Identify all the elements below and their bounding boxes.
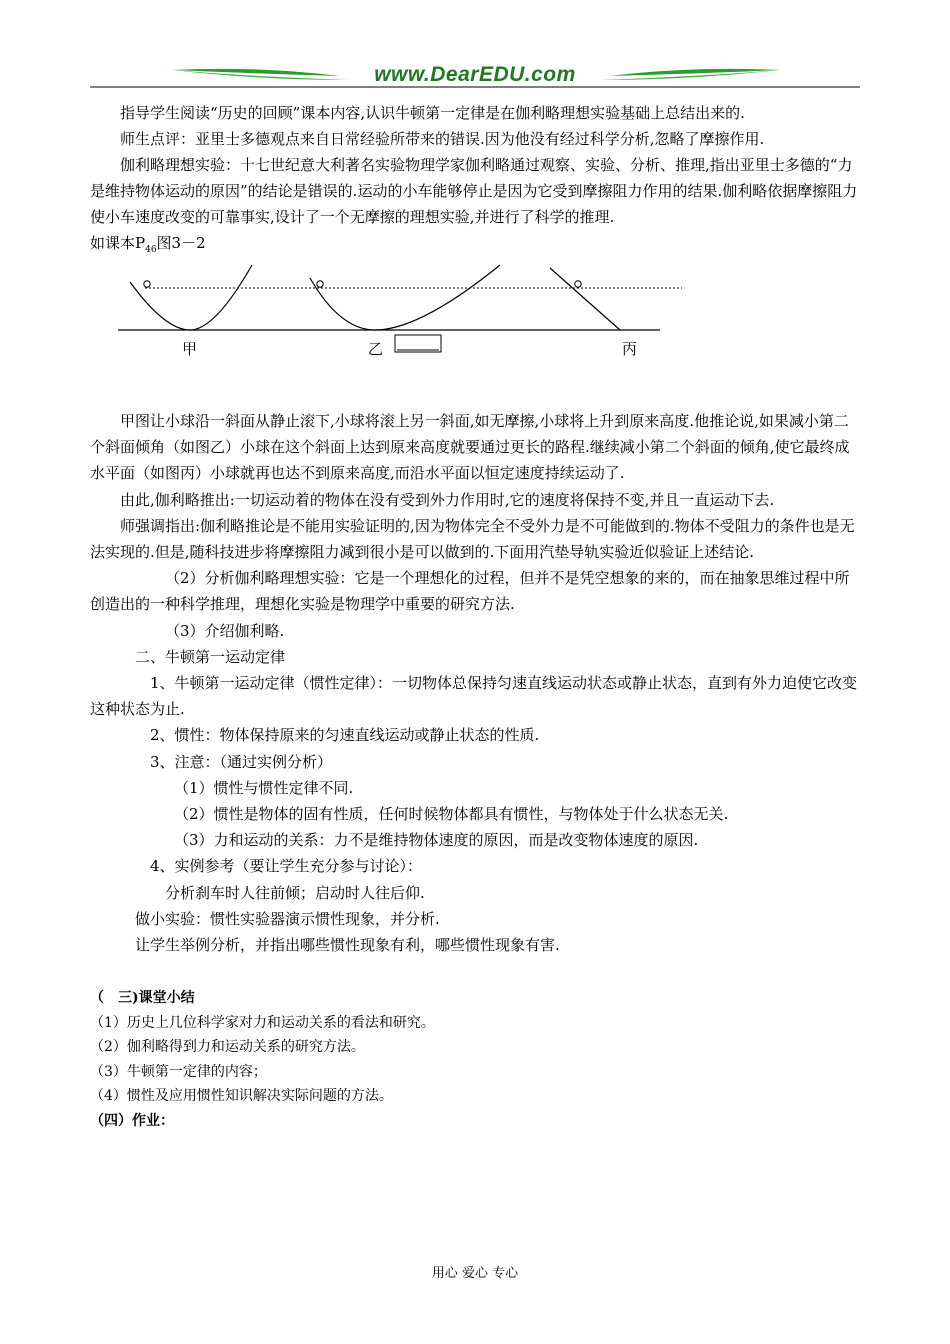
lesson-summary: [90, 986, 860, 1133]
galileo-experiment-figure: [90, 260, 710, 370]
page-footer: 用心 爱心 专心: [431, 1266, 519, 1281]
summary-item: （2）伽利略得到力和运动关系的研究方法。: [90, 1039, 365, 1055]
homework-heading: （四）作业：: [90, 1112, 174, 1129]
figure-label-c: 丙: [622, 340, 638, 358]
paragraph: 4、实例参考（要让学生充分参与讨论）：: [150, 857, 423, 876]
paragraph: （3）力和运动的关系：力不是维持物体速度的原因，而是改变物体速度的原因.: [174, 831, 699, 850]
paragraph: （2）惯性是物体的固有性质，任何时候物体都具有惯性，与物体处于什么状态无关.: [174, 805, 729, 824]
figure-label-a: 甲: [182, 340, 198, 358]
paragraph: 甲图让小球沿一斜面从静止滚下,小球将滚上另一斜面,如无摩擦,小球将上升到原来高度.他推论说,如果减小第二个斜面倾角（如图乙）小球在这个斜面上达到原来高度就要通过更长的路程.继续减小第二个斜面的倾角,使它最终成水平面（如图丙）小球就再也达不到原来高度,而沿水平面以恒定速度持续运动了.: [90, 412, 850, 483]
paragraph: 由此,伽利略推出:一切运动着的物体在没有受到外力作用时,它的速度将保持不变,并且一直运动下去.: [120, 490, 775, 509]
paragraph: 师强调指出:伽利略推论是不能用实验证明的,因为物体完全不受外力是不可能做到的.物体不受阻力的条件也是无法实现的.但是,随科技进步将摩擦阻力减到很小是可以做到的.下面用汽垫导轨实验近似验证上述结论.: [90, 516, 855, 562]
paragraph: （2）分析伽利略理想实验：它是一个理想化的过程，但并不是凭空想象的来的，而在抽象思维过程中所创造出的一种科学推理，理想化实验是物理学中重要的研究方法.: [90, 569, 850, 614]
paragraph: （3）介绍伽利略.: [165, 621, 285, 640]
main-text: [90, 408, 860, 958]
section-heading: 二、牛顿第一运动定律: [135, 647, 286, 666]
paragraph: 伽利略理想实验：十七世纪意大利著名实验物理学家伽利略通过观察、实验、分析、推理,指出亚里士多德的“力是维持物体运动的原因”的结论是错误的.运动的小车能够停止是因为它受到摩擦阻力作用的结果.伽利略依据摩擦阻力使小车速度改变的可靠事实,设计了一个无摩擦的理想实验,并进行了科学的推理.: [90, 156, 858, 226]
paragraph: 3、注意：（通过实例分析）: [150, 752, 333, 771]
paragraph: 2、惯性：物体保持原来的匀速直线运动或静止状态的性质.: [150, 726, 540, 745]
paragraph: 指导学生阅读“历史的回顾”课本内容,认识牛顿第一定律是在伽利略理想实验基础上总结出来的.: [120, 104, 745, 122]
page-header: [90, 62, 860, 92]
figure-reference: 如课本$P_{46}$图3－2: [90, 234, 206, 255]
paragraph: 1、牛顿第一运动定律（惯性定律）：一切物体总保持匀速直线运动状态或静止状态，直到有外力迫使它改变这种状态为止.: [90, 674, 858, 719]
summary-item: （3）牛顿第一定律的内容；: [90, 1063, 267, 1080]
summary-heading: （ 三)课堂小结: [90, 990, 195, 1006]
intro-text: [90, 100, 860, 263]
paragraph: 分析刹车时人往前倾；启动时人往后仰.: [165, 883, 425, 902]
site-logo-text[interactable]: www.DearEDU.com: [374, 63, 576, 86]
summary-item: （4）惯性及应用惯性知识解决实际问题的方法。: [90, 1088, 393, 1104]
paragraph: 让学生举例分析，并指出哪些惯性现象有利，哪些惯性现象有害.: [135, 936, 560, 955]
paragraph: 做小实验：惯性实验器演示惯性现象，并分析.: [135, 909, 440, 928]
summary-item: （1）历史上几位科学家对力和运动关系的看法和研究。: [90, 1014, 435, 1031]
figure-label-b: 乙: [368, 340, 384, 358]
paragraph: 师生点评：亚里士多德观点来自日常经验所带来的错误.因为他没有经过科学分析,忽略了摩擦作用.: [120, 130, 765, 148]
paragraph: （1）惯性与惯性定律不同.: [174, 778, 354, 797]
